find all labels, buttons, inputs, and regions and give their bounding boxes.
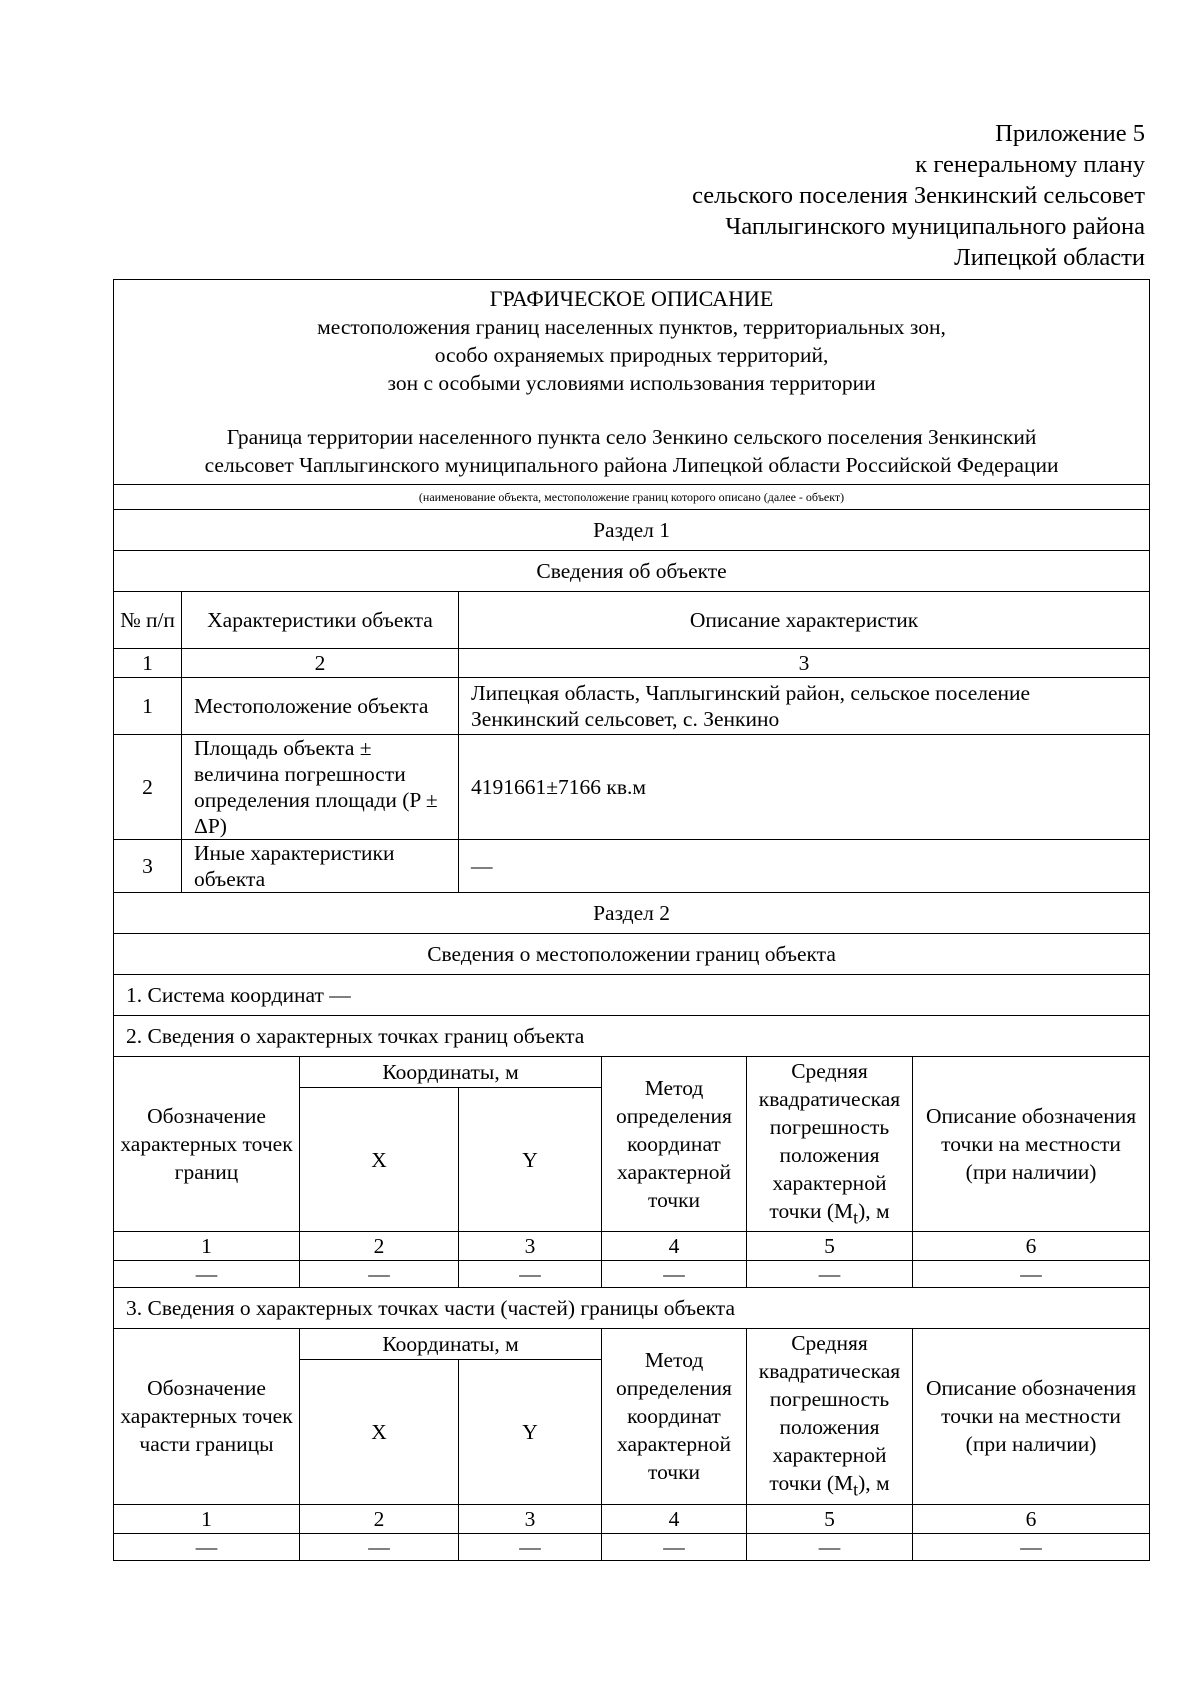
row-number: 3 xyxy=(114,840,182,893)
characteristic-value: — xyxy=(459,840,1150,893)
coordinate-system: 1. Система координат — xyxy=(114,975,1150,1016)
appendix-line: Приложение 5 xyxy=(995,120,1145,147)
document-subtitle-line: особо охраняемых природных территорий, xyxy=(434,343,829,367)
col-header-characteristics: Характеристики объекта xyxy=(182,592,459,649)
parts-header-method: Метод определения координат характерной точки xyxy=(602,1329,747,1504)
characteristic-name: Местоположение объекта xyxy=(182,678,459,735)
characteristic-value: Липецкая область, Чаплыгинский район, сельское поселение Зенкинский сельсовет, с. Зенкино xyxy=(459,678,1150,735)
col-number: 6 xyxy=(913,1504,1150,1533)
cell: — xyxy=(114,1261,300,1288)
cell: — xyxy=(747,1261,913,1288)
table-row xyxy=(114,1261,1150,1288)
points-header-designation: Обозначение характерных точек границ xyxy=(114,1057,300,1232)
col-number: 2 xyxy=(300,1504,459,1533)
col-number: 1 xyxy=(114,1504,300,1533)
points-header-x: X xyxy=(300,1087,459,1232)
section2-label: Раздел 2 xyxy=(114,893,1150,934)
row-number: 2 xyxy=(114,735,182,840)
parts-header-description: Описание обозначения точки на местности (при наличии) xyxy=(913,1329,1150,1504)
table-row xyxy=(114,678,1150,735)
parts-header-designation: Обозначение характерных точек части границы xyxy=(114,1329,300,1504)
cell: — xyxy=(913,1533,1150,1560)
appendix-line: Чаплыгинского муниципального района xyxy=(725,213,1145,240)
col-number: 2 xyxy=(182,649,459,678)
characteristic-value: 4191661±7166 кв.м xyxy=(459,735,1150,840)
parts-header-error: Средняя квадратическая погрешность положения характерной точки $(M_t)$, м xyxy=(747,1329,913,1504)
col-number: 3 xyxy=(459,1504,602,1533)
cell: — xyxy=(913,1261,1150,1288)
table-row xyxy=(114,840,1150,893)
points-header-coords: Координаты, м xyxy=(300,1057,602,1088)
document-subtitle-line: местоположения границ населенных пунктов, территориальных зон, xyxy=(317,315,946,339)
section1-title: Сведения об объекте xyxy=(114,551,1150,592)
row-number: 1 xyxy=(114,678,182,735)
col-header-description: Описание характеристик xyxy=(459,592,1150,649)
object-name-line: Граница территории населенного пункта село Зенкино сельского поселения Зенкинский xyxy=(226,425,1037,449)
col-number: 5 xyxy=(747,1504,913,1533)
object-name-line: сельсовет Чаплыгинского муниципального района Липецкой области Российской Федерации xyxy=(204,453,1059,477)
spacer xyxy=(122,397,1141,423)
col-number: 1 xyxy=(114,649,182,678)
cell: — xyxy=(114,1533,300,1560)
parts-section-title: 3. Сведения о характерных точках части (частей) границы объекта xyxy=(114,1288,1150,1329)
col-number: 6 xyxy=(913,1232,1150,1261)
document-title: ГРАФИЧЕСКОЕ ОПИСАНИЕ xyxy=(489,286,774,311)
parts-header-coords: Координаты, м xyxy=(300,1329,602,1360)
document-header xyxy=(114,280,1150,485)
appendix-line: сельского поселения Зенкинский сельсовет xyxy=(692,182,1145,209)
col-number: 1 xyxy=(114,1232,300,1261)
cell: — xyxy=(300,1261,459,1288)
section1-label: Раздел 1 xyxy=(114,510,1150,551)
col-number: 2 xyxy=(300,1232,459,1261)
parts-header-y: Y xyxy=(459,1360,602,1505)
graphic-description-table xyxy=(113,279,1150,1561)
col-number: 3 xyxy=(459,1232,602,1261)
cell: — xyxy=(602,1533,747,1560)
points-section-title: 2. Сведения о характерных точках границ объекта xyxy=(114,1016,1150,1057)
points-header-method: Метод определения координат характерной точки xyxy=(602,1057,747,1232)
parts-header-x: X xyxy=(300,1360,459,1505)
document-subtitle-line: зон с особыми условиями использования территории xyxy=(387,371,876,395)
cell: — xyxy=(459,1533,602,1560)
appendix-reference xyxy=(692,118,1145,273)
col-number: 3 xyxy=(459,649,1150,678)
cell: — xyxy=(602,1261,747,1288)
cell: — xyxy=(300,1533,459,1560)
appendix-line: Липецкой области xyxy=(954,244,1145,271)
col-number: 4 xyxy=(602,1504,747,1533)
section2-title: Сведения о местоположении границ объекта xyxy=(114,934,1150,975)
cell: — xyxy=(747,1533,913,1560)
table-row xyxy=(114,1533,1150,1560)
points-header-y: Y xyxy=(459,1087,602,1232)
appendix-line: к генеральному плану xyxy=(915,151,1145,178)
col-number: 4 xyxy=(602,1232,747,1261)
characteristic-name: Иные характеристики объекта xyxy=(182,840,459,893)
cell: — xyxy=(459,1261,602,1288)
points-header-error: Средняя квадратическая погрешность положения характерной точки $(M_t)$, м xyxy=(747,1057,913,1232)
points-header-description: Описание обозначения точки на местности (при наличии) xyxy=(913,1057,1150,1232)
col-number: 5 xyxy=(747,1232,913,1261)
table-row xyxy=(114,735,1150,840)
col-header-number: № п/п xyxy=(114,592,182,649)
characteristic-name: Площадь объекта ± величина погрешности определения площади (P ± ΔP) xyxy=(182,735,459,840)
object-hint: (наименование объекта, местоположение границ которого описано (далее - объект) xyxy=(114,485,1150,510)
